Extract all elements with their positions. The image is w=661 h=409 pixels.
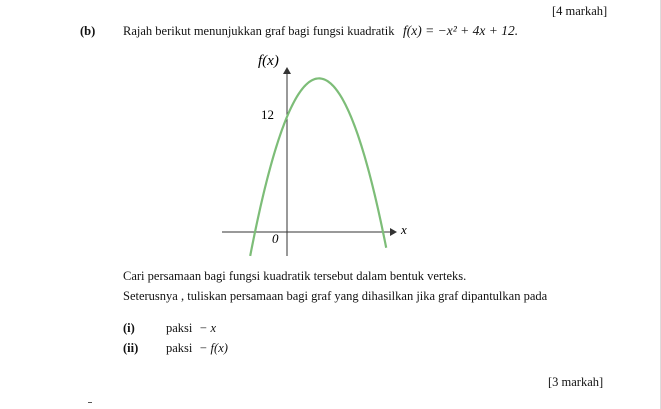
sub-item-label-i: (i) bbox=[123, 321, 135, 335]
sub-item-text-ii: paksi bbox=[166, 341, 193, 355]
marks-bottom: [3 markah] bbox=[548, 375, 604, 389]
function-expression: f(x) = −x² + 4x + 12. bbox=[403, 23, 519, 38]
quadratic-graph bbox=[214, 42, 414, 264]
instruction-vertex-form: Cari persamaan bagi fungsi kuadratik tersebut dalam bentuk verteks. bbox=[123, 269, 467, 283]
part-label: (b) bbox=[80, 24, 96, 38]
marks-top: [4 markah] bbox=[552, 4, 608, 18]
question-intro: Rajah berikut menunjukkan graf bagi fungsi kuadratik bbox=[123, 24, 395, 38]
page-mark bbox=[88, 402, 92, 403]
y-tick-label-12: 12 bbox=[261, 107, 274, 122]
instruction-reflection: Seterusnya , tuliskan persamaan bagi graf yang dihasilkan jika graf dipantulkan pada bbox=[123, 289, 548, 303]
sub-item-text-i: paksi bbox=[166, 321, 193, 335]
sub-item-label-ii: (ii) bbox=[123, 341, 139, 355]
origin-label: 0 bbox=[272, 231, 279, 246]
sub-item-math-ii: − f(x) bbox=[199, 341, 228, 355]
sub-item-math-i: − x bbox=[199, 321, 217, 335]
y-axis-label: f(x) bbox=[258, 53, 279, 69]
x-axis-label: x bbox=[401, 222, 407, 237]
parabola-curve bbox=[250, 78, 386, 256]
